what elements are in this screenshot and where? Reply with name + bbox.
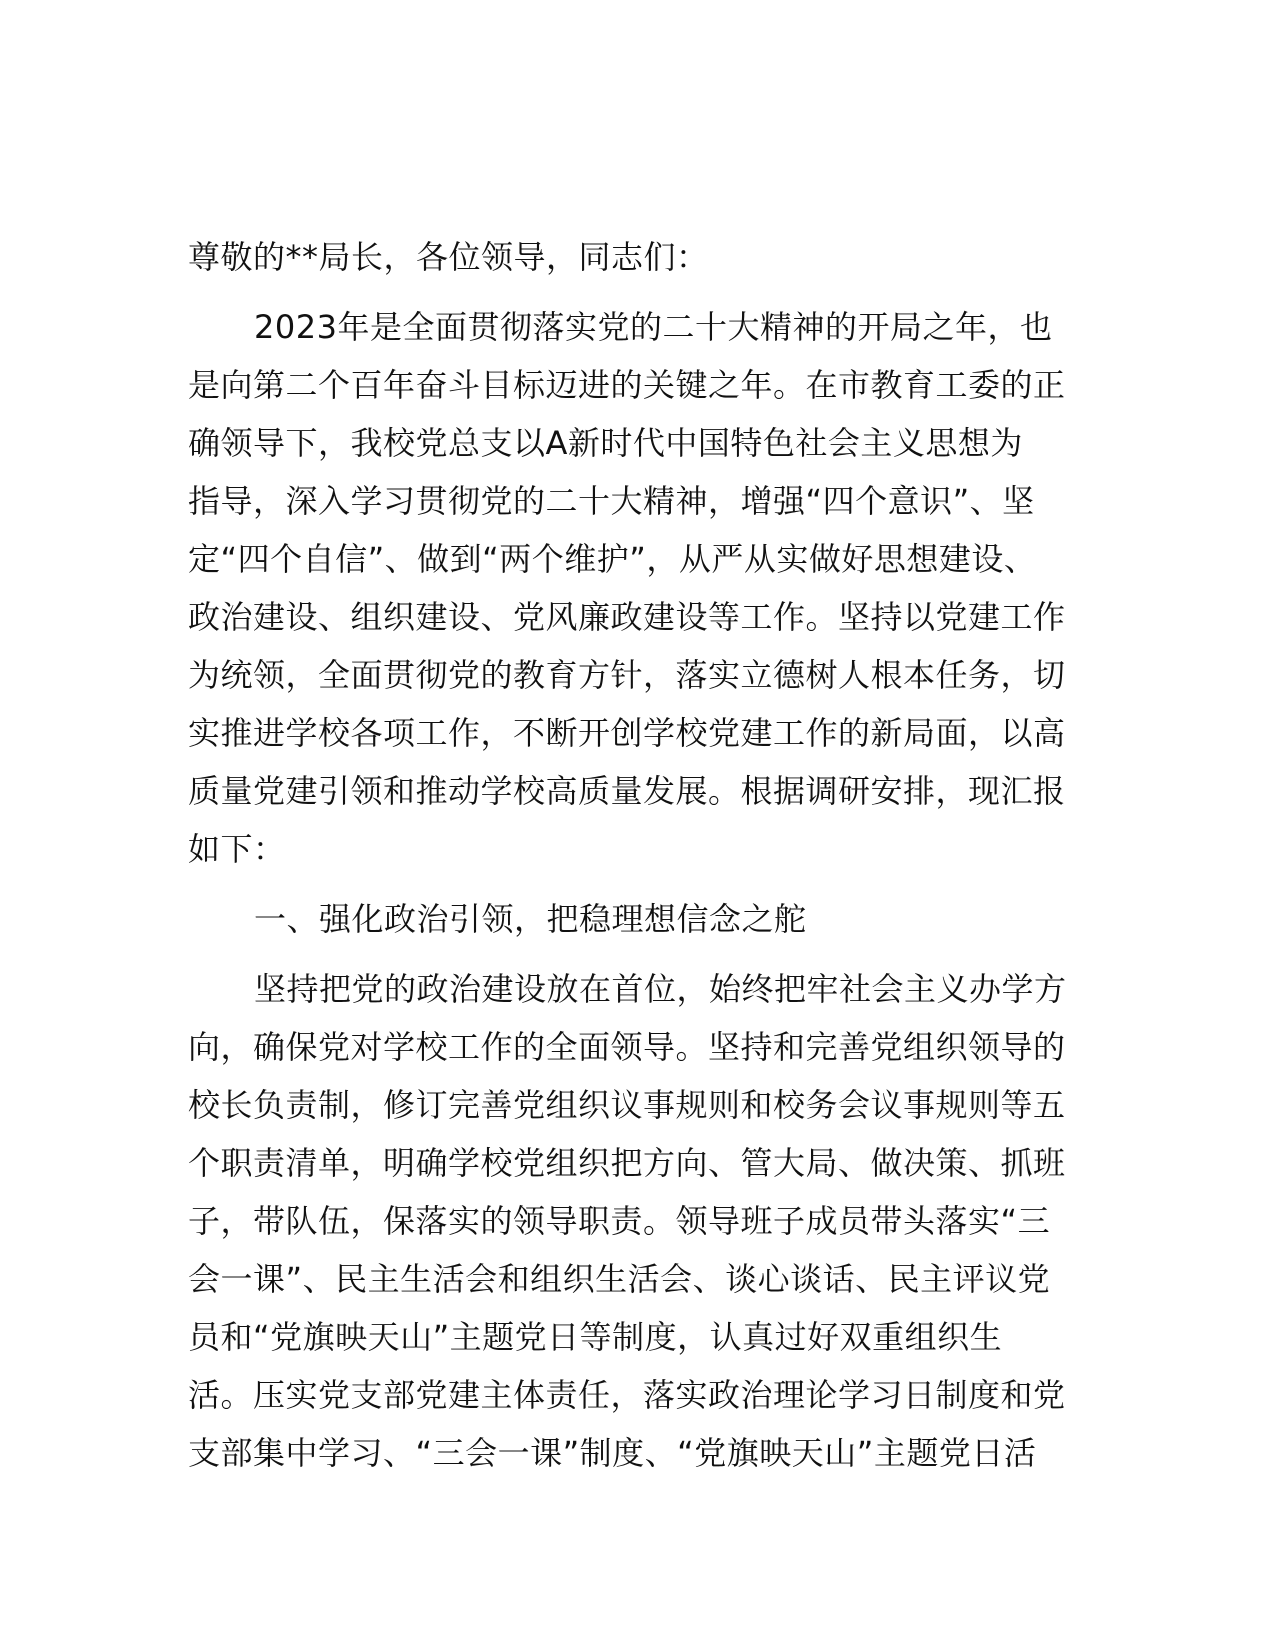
intro-line: 定“四个自信”、做到“两个维护”，从严从实做好思想建设、 — [188, 540, 1037, 578]
section-line: 会一课”、民主生活会和组织生活会、谈心谈话、民主评议党 — [188, 1260, 1051, 1298]
document-body — [188, 228, 1088, 1482]
section-line: 坚持把党的政治建设放在首位，始终把牢社会主义办学方 — [254, 970, 1067, 1008]
section-line: 子，带队伍，保落实的领导职责。领导班子成员带头落实“三 — [188, 1202, 1051, 1240]
section-line: 校长负责制，修订完善党组织议事规则和校务会议事规则等五 — [188, 1086, 1066, 1124]
intro-line: 政治建设、组织建设、党风廉政建设等工作。坚持以党建工作 — [188, 598, 1066, 636]
intro-line: 2023年是全面贯彻落实党的二十大精神的开局之年，也 — [254, 308, 1053, 346]
intro-line: 为统领，全面贯彻党的教育方针，落实立德树人根本任务，切 — [188, 656, 1066, 694]
intro-line: 是向第二个百年奋斗目标迈进的关键之年。在市教育工委的正 — [188, 366, 1066, 404]
intro-line: 实推进学校各项工作，不断开创学校党建工作的新局面，以高 — [188, 714, 1066, 752]
section-heading: 一、强化政治引领，把稳理想信念之舵 — [254, 900, 807, 938]
intro-line: 质量党建引领和推动学校高质量发展。根据调研安排，现汇报 — [188, 772, 1066, 810]
intro-line: 确领导下，我校党总支以A新时代中国特色社会主义思想为 — [188, 424, 1023, 462]
salutation: 尊敬的**局长，各位领导，同志们： — [188, 238, 709, 276]
section-line: 员和“党旗映天山”主题党日等制度，认真过好双重组织生 — [188, 1318, 1003, 1356]
section-line: 支部集中学习、“三会一课”制度、“党旗映天山”主题党日活 — [188, 1434, 1037, 1472]
section-line: 向，确保党对学校工作的全面领导。坚持和完善党组织领导的 — [188, 1028, 1066, 1066]
section-line: 活。压实党支部党建主体责任，落实政治理论学习日制度和党 — [188, 1376, 1066, 1414]
intro-line: 如下： — [188, 830, 286, 868]
section-line: 个职责清单，明确学校党组织把方向、管大局、做决策、抓班 — [188, 1144, 1066, 1182]
intro-line: 指导，深入学习贯彻党的二十大精神，增强“四个意识”、坚 — [188, 482, 1035, 520]
